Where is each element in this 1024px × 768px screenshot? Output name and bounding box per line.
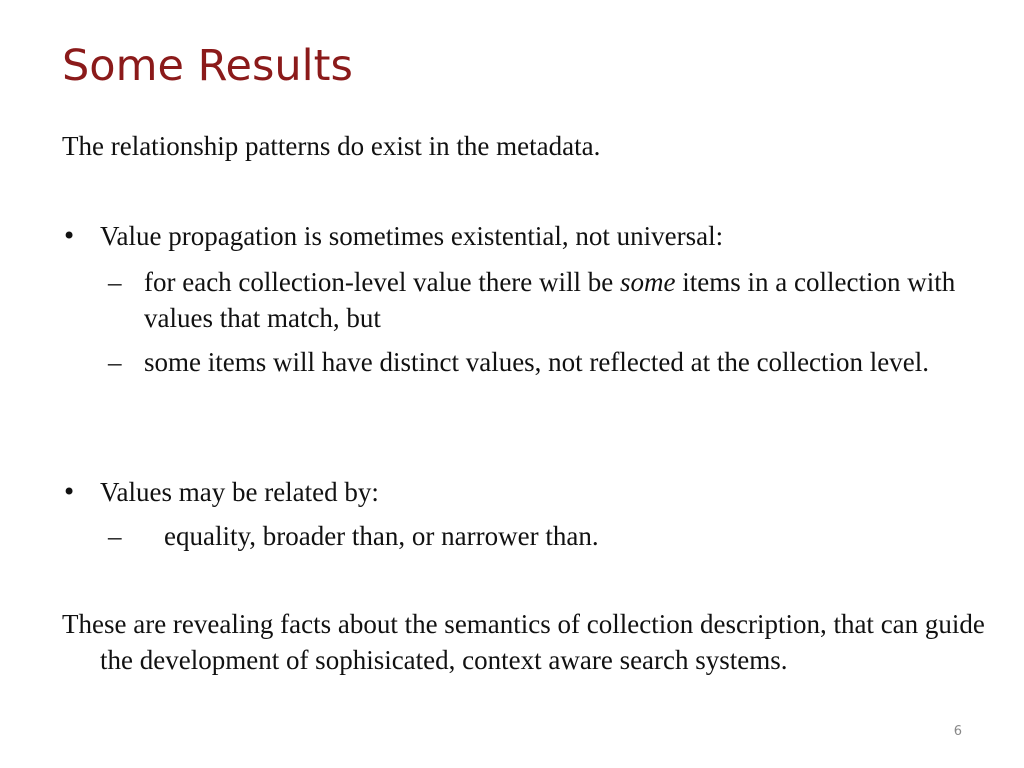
sub-bullet-text-before: for each collection-level value there will be [144,267,621,297]
sub-bullet-item [108,518,978,554]
emphasis-text: some [620,267,676,297]
sub-bullet-text: equality, broader than, or narrower than. [164,521,599,551]
intro-text: The relationship patterns do exist in the metadata. [62,131,601,161]
page-number: 6 [953,724,962,739]
bullet-marker: • [62,478,77,506]
bullet-marker: • [62,222,77,250]
bullet-text: Values may be related by: [100,477,379,507]
sub-bullet-text-after: items in a collection with values that match, but [144,267,956,333]
dash-marker: – [108,347,122,377]
dash-marker: – [108,521,122,551]
bullet-text: Value propagation is sometimes existential, not universal: [100,221,724,251]
slide-title: Some Results [62,41,353,91]
sub-bullet-text: some items will have distinct values, not reflected at the collection level. [144,347,930,377]
bullet-item [62,474,982,510]
sub-bullet-item [108,344,978,380]
dash-marker: – [108,267,122,297]
bullet-item [62,218,982,254]
closing-text: These are revealing facts about the semantics of collection description, that can guide the development of sophisicated, context aware search systems. [62,609,985,675]
sub-bullet-item [108,264,978,336]
sub-bullet-text [144,264,978,336]
